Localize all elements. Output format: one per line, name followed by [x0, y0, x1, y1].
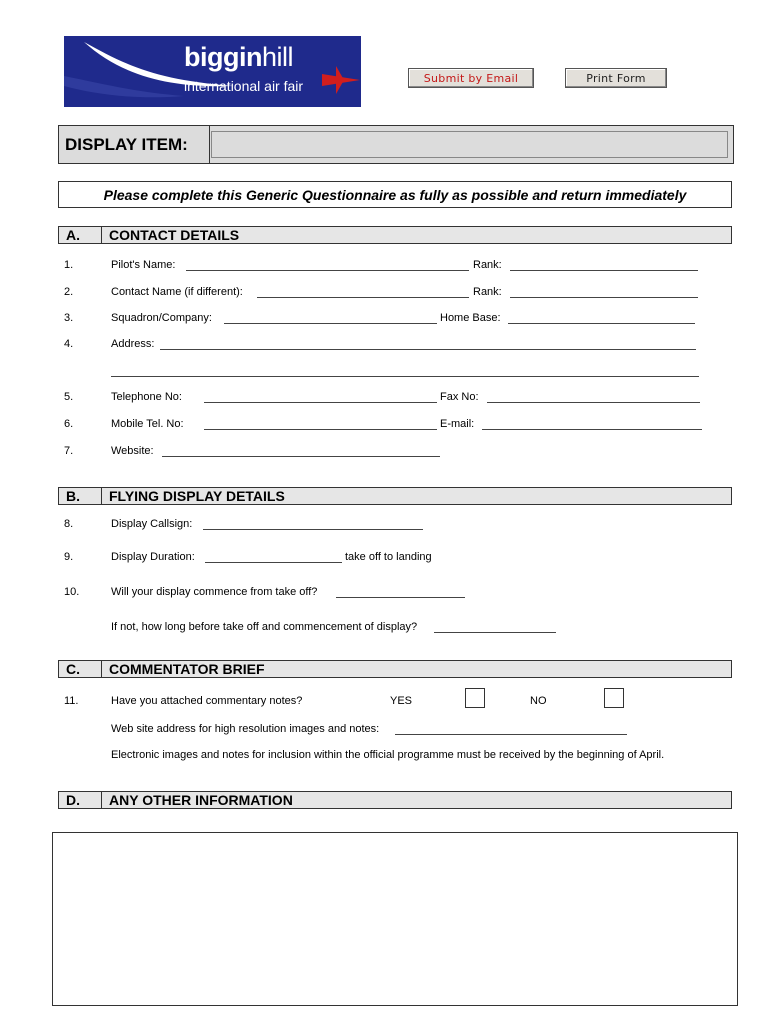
home-base-label: Home Base:: [440, 312, 501, 324]
squadron-label: Squadron/Company:: [111, 312, 212, 324]
field-number: 11.: [64, 695, 79, 707]
print-form-button[interactable]: Print Form: [565, 68, 667, 88]
duration-field[interactable]: [205, 562, 342, 563]
no-label: NO: [530, 695, 547, 707]
display-item-row: [58, 125, 734, 164]
section-letter: B.: [59, 488, 102, 504]
fax-field[interactable]: [487, 402, 700, 403]
field-number: 8.: [64, 518, 74, 530]
field-number: 2.: [64, 286, 74, 298]
mobile-label: Mobile Tel. No:: [111, 418, 184, 430]
section-letter: A.: [59, 227, 102, 243]
display-item-input[interactable]: [211, 131, 728, 158]
contact-rank-field[interactable]: [510, 297, 698, 298]
display-item-label: DISPLAY ITEM:: [59, 126, 210, 163]
rank-label: Rank:: [473, 286, 502, 298]
section-letter: C.: [59, 661, 102, 677]
field-number: 3.: [64, 312, 74, 324]
commence-delay-label: If not, how long before take off and commencement of display?: [111, 621, 418, 633]
field-number: 5.: [64, 391, 74, 403]
email-field[interactable]: [482, 429, 702, 430]
field-number: 10.: [64, 586, 80, 598]
instruction-banner: Please complete this Generic Questionnaire as fully as possible and return immediately: [58, 181, 732, 208]
no-checkbox[interactable]: [604, 688, 624, 708]
squadron-field[interactable]: [224, 323, 437, 324]
commentary-notes-label: Have you attached commentary notes?: [111, 695, 303, 707]
website-label: Website:: [111, 445, 154, 457]
telephone-field[interactable]: [204, 402, 437, 403]
other-information-textarea[interactable]: [52, 832, 738, 1006]
email-label: E-mail:: [440, 418, 475, 430]
commence-label: Will your display commence from take off?: [111, 586, 318, 598]
section-title: COMMENTATOR BRIEF: [109, 661, 265, 677]
section-letter: D.: [59, 792, 102, 808]
field-number: 6.: [64, 418, 74, 430]
pilot-name-field[interactable]: [186, 270, 469, 271]
bigginhill-logo: [64, 36, 361, 107]
website-field[interactable]: [162, 456, 440, 457]
section-b-header: [58, 487, 732, 505]
address-label: Address:: [111, 338, 155, 350]
logo-subtitle: international air fair: [184, 78, 304, 94]
duration-label: Display Duration:: [111, 551, 195, 563]
field-number: 4.: [64, 338, 74, 350]
web-images-label: Web site address for high resolution images and notes:: [111, 723, 380, 735]
section-c-header: [58, 660, 732, 678]
fax-label: Fax No:: [440, 391, 479, 403]
logo-brand: bigginhill: [184, 42, 293, 72]
web-images-field[interactable]: [395, 734, 627, 735]
telephone-label: Telephone No:: [111, 391, 182, 403]
field-number: 7.: [64, 445, 74, 457]
yes-checkbox[interactable]: [465, 688, 485, 708]
section-a-header: [58, 226, 732, 244]
rank-label: Rank:: [473, 259, 502, 271]
address-field[interactable]: [160, 349, 696, 350]
field-number: 9.: [64, 551, 74, 563]
callsign-field[interactable]: [203, 529, 423, 530]
contact-name-field[interactable]: [257, 297, 469, 298]
section-title: CONTACT DETAILS: [109, 227, 240, 243]
callsign-label: Display Callsign:: [111, 518, 193, 530]
field-number: 1.: [64, 259, 74, 271]
pilot-name-label: Pilot's Name:: [111, 259, 176, 271]
programme-note: Electronic images and notes for inclusion within the official programme must be received by the beginning of April.: [111, 749, 665, 761]
section-d-header: [58, 791, 732, 809]
section-title: FLYING DISPLAY DETAILS: [109, 488, 285, 504]
duration-suffix: take off to landing: [345, 551, 432, 563]
yes-label: YES: [390, 695, 413, 707]
contact-name-label: Contact Name (if different):: [111, 286, 243, 298]
pilot-rank-field[interactable]: [510, 270, 698, 271]
submit-by-email-button[interactable]: Submit by Email: [408, 68, 534, 88]
commence-delay-field[interactable]: [434, 632, 556, 633]
address-field-line2[interactable]: [111, 376, 699, 377]
commence-field[interactable]: [336, 597, 465, 598]
section-title: ANY OTHER INFORMATION: [109, 792, 293, 808]
mobile-field[interactable]: [204, 429, 437, 430]
home-base-field[interactable]: [508, 323, 695, 324]
